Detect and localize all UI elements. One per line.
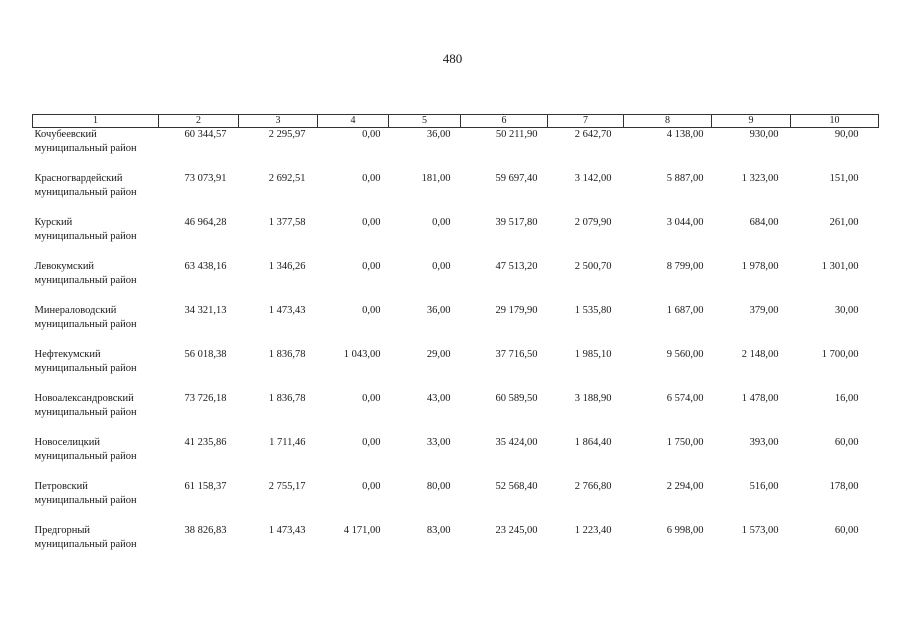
table-row bbox=[33, 304, 879, 348]
district-name-cell bbox=[33, 480, 159, 524]
value-cell-col-3: 1 711,46 bbox=[269, 437, 306, 448]
table-row bbox=[33, 216, 879, 260]
value-cell-col-9: 2 148,00 bbox=[741, 349, 779, 360]
district-type: муниципальный район bbox=[34, 143, 137, 154]
value-cell-col-6: 50 211,90 bbox=[495, 129, 538, 140]
value-cell-col-2: 73 726,18 bbox=[184, 393, 227, 404]
value-cell-col-7: 1 985,10 bbox=[574, 349, 612, 360]
value-cell-col-5: 43,00 bbox=[426, 393, 451, 404]
value-cell-col-10: 60,00 bbox=[834, 437, 859, 448]
value-cell-col-5: 0,00 bbox=[432, 261, 451, 272]
district-name: Курский bbox=[34, 217, 73, 228]
table-row bbox=[33, 524, 879, 568]
value-cell-col-8: 8 799,00 bbox=[666, 261, 704, 272]
district-type: муниципальный район bbox=[34, 363, 137, 374]
value-cell-col-6: 59 697,40 bbox=[495, 173, 538, 184]
value-cell-col-6: 23 245,00 bbox=[495, 525, 538, 536]
district-name-cell bbox=[33, 524, 159, 568]
column-header-9: 9 bbox=[712, 115, 791, 128]
value-cell-col-10: 1 700,00 bbox=[821, 349, 859, 360]
column-header-6: 6 bbox=[461, 115, 548, 128]
table-row bbox=[33, 260, 879, 304]
value-cell-col-10: 90,00 bbox=[834, 129, 859, 140]
district-type: муниципальный район bbox=[34, 407, 137, 418]
district-type: муниципальный район bbox=[34, 319, 137, 330]
value-cell-col-2: 63 438,16 bbox=[184, 261, 227, 272]
value-cell-col-8: 1 750,00 bbox=[666, 437, 704, 448]
value-cell-col-10: 30,00 bbox=[834, 305, 859, 316]
value-cell-col-9: 379,00 bbox=[749, 305, 779, 316]
value-cell-col-6: 35 424,00 bbox=[495, 437, 538, 448]
value-cell-col-7: 2 079,90 bbox=[574, 217, 612, 228]
district-name: Предгорный bbox=[34, 525, 91, 536]
value-cell-col-4: 0,00 bbox=[362, 393, 381, 404]
table-row bbox=[33, 480, 879, 524]
value-cell-col-7: 2 500,70 bbox=[574, 261, 612, 272]
district-name-cell bbox=[33, 128, 159, 173]
value-cell-col-8: 6 998,00 bbox=[666, 525, 704, 536]
district-name: Нефтекумский bbox=[34, 349, 101, 360]
value-cell-col-4: 0,00 bbox=[362, 173, 381, 184]
value-cell-col-4: 4 171,00 bbox=[343, 525, 381, 536]
table-row bbox=[33, 436, 879, 480]
value-cell-col-2: 60 344,57 bbox=[184, 129, 227, 140]
value-cell-col-7: 3 188,90 bbox=[574, 393, 612, 404]
value-cell-col-6: 37 716,50 bbox=[495, 349, 538, 360]
table-row bbox=[33, 392, 879, 436]
value-cell-col-2: 61 158,37 bbox=[184, 481, 227, 492]
district-type: муниципальный район bbox=[34, 275, 137, 286]
value-cell-col-9: 930,00 bbox=[749, 129, 779, 140]
table-row bbox=[33, 172, 879, 216]
value-cell-col-5: 0,00 bbox=[432, 217, 451, 228]
column-header-3: 3 bbox=[239, 115, 318, 128]
value-cell-col-8: 4 138,00 bbox=[666, 129, 704, 140]
column-header-8: 8 bbox=[624, 115, 712, 128]
value-cell-col-9: 684,00 bbox=[749, 217, 779, 228]
value-cell-col-5: 80,00 bbox=[426, 481, 451, 492]
value-cell-col-10: 1 301,00 bbox=[821, 261, 859, 272]
table-row bbox=[33, 348, 879, 392]
value-cell-col-4: 0,00 bbox=[362, 437, 381, 448]
column-header-1: 1 bbox=[33, 115, 159, 128]
district-name-cell bbox=[33, 436, 159, 480]
district-type: муниципальный район bbox=[34, 451, 137, 462]
district-name: Левокумский bbox=[34, 261, 95, 272]
value-cell-col-10: 151,00 bbox=[829, 173, 859, 184]
district-name-cell bbox=[33, 216, 159, 260]
district-name: Красногвардейский bbox=[34, 173, 123, 184]
value-cell-col-3: 1 473,43 bbox=[268, 305, 306, 316]
value-cell-col-5: 33,00 bbox=[426, 437, 451, 448]
value-cell-col-7: 1 223,40 bbox=[574, 525, 612, 536]
value-cell-col-3: 1 346,26 bbox=[268, 261, 306, 272]
page-number: 480 bbox=[442, 51, 463, 66]
value-cell-col-2: 41 235,86 bbox=[184, 437, 227, 448]
value-cell-col-10: 16,00 bbox=[834, 393, 859, 404]
table-row bbox=[33, 128, 879, 173]
value-cell-col-5: 36,00 bbox=[426, 305, 451, 316]
value-cell-col-6: 47 513,20 bbox=[495, 261, 538, 272]
value-cell-col-4: 0,00 bbox=[362, 129, 381, 140]
column-header-4: 4 bbox=[318, 115, 389, 128]
value-cell-col-3: 2 755,17 bbox=[268, 481, 306, 492]
district-name: Новоселицкий bbox=[34, 437, 100, 448]
value-cell-col-7: 2 642,70 bbox=[574, 129, 612, 140]
value-cell-col-9: 516,00 bbox=[749, 481, 779, 492]
value-cell-col-6: 52 568,40 bbox=[495, 481, 538, 492]
data-table bbox=[32, 114, 879, 568]
district-name: Петровский bbox=[34, 481, 88, 492]
value-cell-col-3: 1 377,58 bbox=[268, 217, 306, 228]
district-name-cell bbox=[33, 348, 159, 392]
value-cell-col-2: 73 073,91 bbox=[184, 173, 227, 184]
column-header-2: 2 bbox=[159, 115, 239, 128]
value-cell-col-7: 1 864,40 bbox=[574, 437, 612, 448]
value-cell-col-7: 1 535,80 bbox=[574, 305, 612, 316]
value-cell-col-4: 0,00 bbox=[362, 481, 381, 492]
value-cell-col-8: 2 294,00 bbox=[666, 481, 704, 492]
value-cell-col-8: 3 044,00 bbox=[666, 217, 704, 228]
column-header-5: 5 bbox=[389, 115, 461, 128]
value-cell-col-9: 1 478,00 bbox=[741, 393, 779, 404]
district-type: муниципальный район bbox=[34, 187, 137, 198]
value-cell-col-5: 29,00 bbox=[426, 349, 451, 360]
value-cell-col-9: 1 573,00 bbox=[741, 525, 779, 536]
district-name-cell bbox=[33, 172, 159, 216]
value-cell-col-7: 2 766,80 bbox=[574, 481, 612, 492]
value-cell-col-10: 261,00 bbox=[829, 217, 859, 228]
column-header-10: 10 bbox=[791, 115, 879, 128]
value-cell-col-4: 0,00 bbox=[362, 261, 381, 272]
value-cell-col-9: 1 978,00 bbox=[741, 261, 779, 272]
value-cell-col-4: 0,00 bbox=[362, 217, 381, 228]
value-cell-col-3: 2 295,97 bbox=[268, 129, 306, 140]
value-cell-col-7: 3 142,00 bbox=[574, 173, 612, 184]
district-name: Минераловодский bbox=[34, 305, 117, 316]
table-body bbox=[33, 128, 879, 569]
value-cell-col-3: 2 692,51 bbox=[268, 173, 306, 184]
value-cell-col-8: 6 574,00 bbox=[666, 393, 704, 404]
value-cell-col-6: 60 589,50 bbox=[495, 393, 538, 404]
value-cell-col-5: 181,00 bbox=[421, 173, 451, 184]
value-cell-col-6: 29 179,90 bbox=[495, 305, 538, 316]
district-type: муниципальный район bbox=[34, 539, 137, 550]
value-cell-col-3: 1 836,78 bbox=[268, 349, 306, 360]
header-row bbox=[33, 115, 879, 128]
value-cell-col-4: 1 043,00 bbox=[343, 349, 381, 360]
value-cell-col-2: 38 826,83 bbox=[184, 525, 227, 536]
district-name: Кочубеевский bbox=[34, 129, 97, 140]
value-cell-col-8: 5 887,00 bbox=[666, 173, 704, 184]
value-cell-col-10: 60,00 bbox=[834, 525, 859, 536]
column-header-7: 7 bbox=[548, 115, 624, 128]
value-cell-col-5: 36,00 bbox=[426, 129, 451, 140]
value-cell-col-6: 39 517,80 bbox=[495, 217, 538, 228]
value-cell-col-10: 178,00 bbox=[829, 481, 859, 492]
value-cell-col-2: 34 321,13 bbox=[184, 305, 227, 316]
value-cell-col-3: 1 836,78 bbox=[268, 393, 306, 404]
value-cell-col-2: 56 018,38 bbox=[184, 349, 227, 360]
value-cell-col-8: 1 687,00 bbox=[666, 305, 704, 316]
district-name-cell bbox=[33, 260, 159, 304]
district-name-cell bbox=[33, 392, 159, 436]
value-cell-col-5: 83,00 bbox=[426, 525, 451, 536]
district-name-cell bbox=[33, 304, 159, 348]
district-type: муниципальный район bbox=[34, 231, 137, 242]
value-cell-col-4: 0,00 bbox=[362, 305, 381, 316]
district-name: Новоалександровский bbox=[34, 393, 134, 404]
value-cell-col-8: 9 560,00 bbox=[666, 349, 704, 360]
value-cell-col-2: 46 964,28 bbox=[184, 217, 227, 228]
value-cell-col-9: 393,00 bbox=[749, 437, 779, 448]
value-cell-col-9: 1 323,00 bbox=[741, 173, 779, 184]
district-type: муниципальный район bbox=[34, 495, 137, 506]
value-cell-col-3: 1 473,43 bbox=[268, 525, 306, 536]
